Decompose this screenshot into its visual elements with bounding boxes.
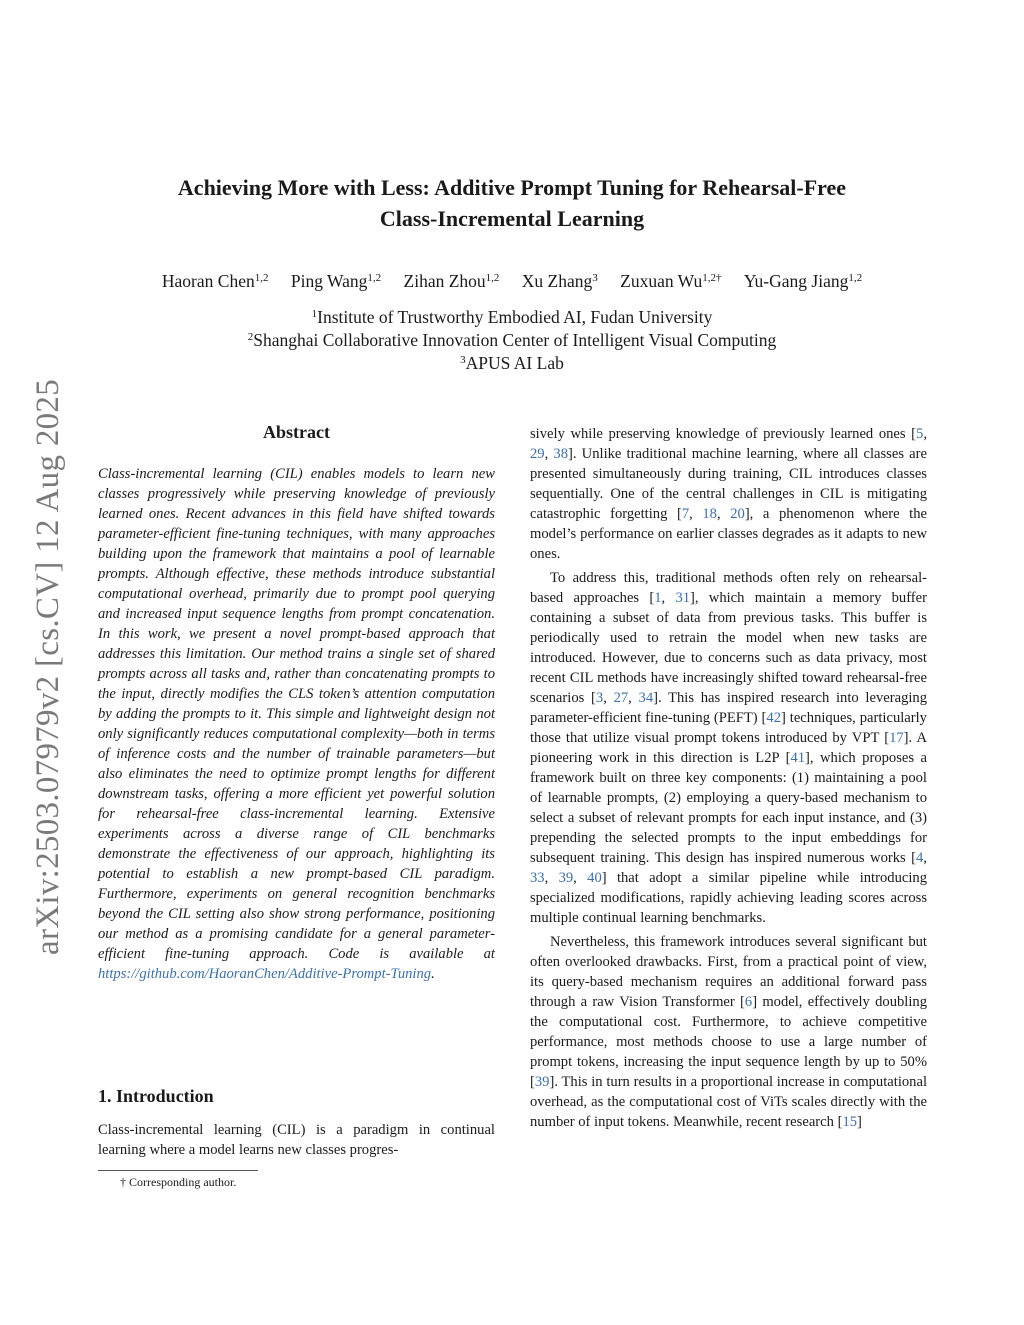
body-paragraph bbox=[530, 424, 927, 564]
title-line: Class-Incremental Learning bbox=[379, 206, 645, 231]
paragraph-text: , bbox=[923, 850, 927, 866]
citation-link[interactable]: 38 bbox=[553, 446, 568, 462]
citation-link[interactable]: 31 bbox=[675, 590, 691, 606]
paragraph-text: sively while preserving knowledge of previously learned ones [ bbox=[530, 426, 917, 442]
paragraph-text: ] techniques, particularly those that utilize visual prompt tokens introduced by VPT [ bbox=[530, 710, 927, 746]
paragraph-text: , bbox=[573, 870, 588, 886]
citation-link[interactable]: 1 bbox=[654, 590, 662, 606]
paragraph-text: ]. A pioneering work in this direction is L2P [ bbox=[530, 730, 927, 766]
paragraph-text: ]. Unlike traditional machine learning, where all classes are presented simultaneously during training, CIL introduces classes sequentially. One of the central challenges in CIL is mitigating catastrophic forgetting [ bbox=[530, 446, 927, 522]
paragraph-text: , bbox=[689, 506, 703, 522]
citation-link[interactable]: 33 bbox=[530, 870, 545, 886]
paragraph-text: , bbox=[923, 426, 927, 442]
author: Xu Zhang$^3$ bbox=[521, 271, 598, 291]
paragraph-text: Nevertheless, this framework introduces several significant but often overlooked drawbacks. First, from a practical point of view, its query-based mechanism requires an additional forward pass through a raw Vision Transformer [ bbox=[530, 934, 927, 1010]
author: Yu-Gang Jiang$^{1,2}$ bbox=[743, 271, 863, 291]
abstract-heading: Abstract bbox=[263, 422, 330, 442]
author-list bbox=[60, 268, 964, 294]
citation-link[interactable]: 18 bbox=[702, 506, 717, 522]
paragraph-text: , bbox=[716, 506, 731, 522]
citation-link[interactable]: 17 bbox=[889, 730, 904, 746]
citation-link[interactable]: 42 bbox=[766, 710, 782, 726]
paragraph-text: To address this, traditional methods often rely on rehearsal-based approaches [ bbox=[530, 570, 927, 606]
section-heading-introduction: 1. Introduction bbox=[98, 1086, 214, 1106]
citation-link[interactable]: 27 bbox=[613, 690, 629, 706]
paragraph-text: , bbox=[628, 690, 639, 706]
citation-link[interactable]: 40 bbox=[587, 870, 602, 886]
citation-link[interactable]: 15 bbox=[842, 1114, 858, 1130]
paragraph-text: ]. This in turn results in a proportional increase in computational overhead, as the computational cost of ViTs scales directly with the number of input tokens. Meanwhile, recent research [ bbox=[530, 1074, 927, 1130]
paragraph-text: ]. This has inspired research into leveraging parameter-efficient fine-tuning (PEFT) [ bbox=[530, 690, 928, 726]
citation-link[interactable]: 3 bbox=[595, 690, 604, 706]
paragraph-text: ] model, effectively doubling the computational cost. Furthermore, to achieve competitive performance, most methods choose to use a large number of prompt tokens, increasing the input sequence length by up to 50% [ bbox=[530, 994, 927, 1090]
footnote: † Corresponding author. bbox=[120, 1175, 237, 1189]
right-column bbox=[530, 424, 927, 1136]
abstract-body: Class-incremental learning (CIL) enables models to learn new classes progressively while preserving knowledge of previously learned ones. Recent advances in this field have shifted towards parameter-efficient fine-tuning techniques, with many approaches building upon the framework that maintains a pool of learnable prompts. Although effective, these methods introduce substantial computational overhead, primarily due to prompt pool querying and increased input sequence lengths from prompt concatenation. In this work, we present a novel prompt-based approach that addresses this limitation. Our method trains a single set of shared prompts across all tasks and, rather than concatenating prompts to the input, directly modifies the CLS token’s attention computation by adding the prompts to it. This simple and lightweight design not only significantly reduces computational complexity—both in terms of inference costs and the number of trainable parameters—but also eliminates the need to optimize prompt lengths for different downstream tasks, offering a more efficient yet powerful solution for rehearsal-free class-incremental learning. Extensive experiments across a diverse range of CIL benchmarks demonstrate the effectiveness of our approach, highlighting its potential to establish a new prompt-based CIL paradigm. Furthermore, experiments on general recognition benchmarks beyond the CIL setting also show strong performance, positioning our method as a promising candidate for a general parameter-efficient fine-tuning approach. Code is available at https://github.com/HaoranChen/Additive-Prompt-Tuning. bbox=[98, 466, 495, 982]
paragraph-text: , bbox=[544, 870, 559, 886]
affiliation: $^1$Institute of Trustworthy Embodied AI, Fudan University bbox=[311, 307, 713, 327]
footnote-rule bbox=[98, 1170, 258, 1171]
author: Ping Wang$^{1,2}$ bbox=[290, 271, 382, 291]
paragraph-text: ], a phenomenon where the model’s performance on earlier classes degrades as it adapts to new ones. bbox=[530, 506, 928, 562]
citation-link[interactable]: 5 bbox=[916, 426, 924, 442]
paragraph-text: ], which maintain a memory buffer containing a subset of data from previous tasks. This buffer is periodically used to retrain the model when new tasks are introduced. However, due to concerns such as data privacy, most recent CIL methods have increasingly shifted toward rehearsal-free scenarios [ bbox=[530, 590, 928, 706]
citation-link[interactable]: 41 bbox=[790, 750, 806, 766]
affiliation: $^2$Shanghai Collaborative Innovation Center of Intelligent Visual Computing bbox=[247, 330, 777, 350]
paragraph-text: ] that adopt a similar pipeline while introducing specialized modifications, rapidly achieving leading scores across multiple continual learning benchmarks. bbox=[530, 870, 927, 926]
paper-title bbox=[100, 172, 924, 234]
citation-link[interactable]: 34 bbox=[638, 690, 654, 706]
paragraph-text: ] bbox=[857, 1114, 862, 1130]
author: Zuxuan $Wu^{1,2\dagger}$ bbox=[620, 271, 722, 291]
title-line: Achieving More with Less: Additive Prompt Tuning for Rehearsal-Free bbox=[177, 175, 847, 200]
citation-link[interactable]: 7 bbox=[681, 506, 690, 522]
author: Zihan Zhou$^{1,2}$ bbox=[403, 271, 500, 291]
abstract-text: Class-incremental learning (CIL) enables models to learn new classes progressively while preserving knowledge of previously learned ones. Recent advances in this field have shifted towards parameter-efficient fine-tuning techniques, with many approaches building upon the framework that maintains a pool of learnable prompts. Although effective, these methods introduce substantial computational overhead, primarily due to prompt pool querying and increased input sequence lengths from prompt concatenation. In this work, we present a novel prompt-based approach that addresses this limitation. Our method trains a single set of shared prompts across all tasks and, rather than concatenating prompts to the input, directly modifies the CLS token’s attention computation by adding the prompts to it. This simple and lightweight design not only significantly reduces computational complexity—both in terms of inference costs and the number of trainable parameters—but also eliminates the need to optimize prompt lengths for different downstream tasks, offering a more efficient yet powerful solution for rehearsal-free class-incremental learning. Extensive experiments across a diverse range of CIL benchmarks demonstrate the effectiveness of our approach, highlighting its potential to establish a new prompt-based CIL paradigm. Furthermore, experiments on general recognition benchmarks beyond the CIL setting also show strong performance, positioning our method as a promising candidate for a general parameter-efficient fine-tuning approach. Code is available at bbox=[98, 466, 495, 962]
paragraph-text: ], which proposes a framework built on three key components: (1) maintaining a pool of learnable prompts, (2) employing a query-based mechanism to select a subset of relevant prompts for each input instance, and (3) prepending the selected prompts to the input embeddings for subsequent training. This design has inspired numerous works [ bbox=[530, 750, 927, 866]
body-paragraph bbox=[530, 568, 927, 928]
citation-link[interactable]: 6 bbox=[744, 994, 753, 1010]
citation-link[interactable]: 4 bbox=[916, 850, 924, 866]
citation-link[interactable]: 39 bbox=[534, 1074, 550, 1090]
code-link[interactable]: https://github.com/HaoranChen/Additive-Prompt-Tuning bbox=[98, 966, 432, 982]
body-paragraph bbox=[530, 932, 927, 1132]
citation-link[interactable]: 39 bbox=[558, 870, 574, 886]
paragraph-text: , bbox=[661, 590, 676, 606]
citation-link[interactable]: 29 bbox=[530, 446, 545, 462]
arxiv-identifier: arXiv:2503.07979v2 [cs.CV] 12 Aug 2025 bbox=[30, 378, 66, 955]
citation-link[interactable]: 20 bbox=[730, 506, 745, 522]
paragraph-text: , bbox=[603, 690, 614, 706]
author: Haoran Chen$^{1,2}$ bbox=[161, 271, 269, 291]
affiliation: $^3$APUS AI Lab bbox=[460, 353, 564, 373]
affiliation-list bbox=[100, 306, 924, 375]
introduction-paragraph: Class-incremental learning (CIL) is a paradigm in continual learning where a model learns new classes progres- bbox=[98, 1122, 495, 1158]
paragraph-text: , bbox=[544, 446, 554, 462]
